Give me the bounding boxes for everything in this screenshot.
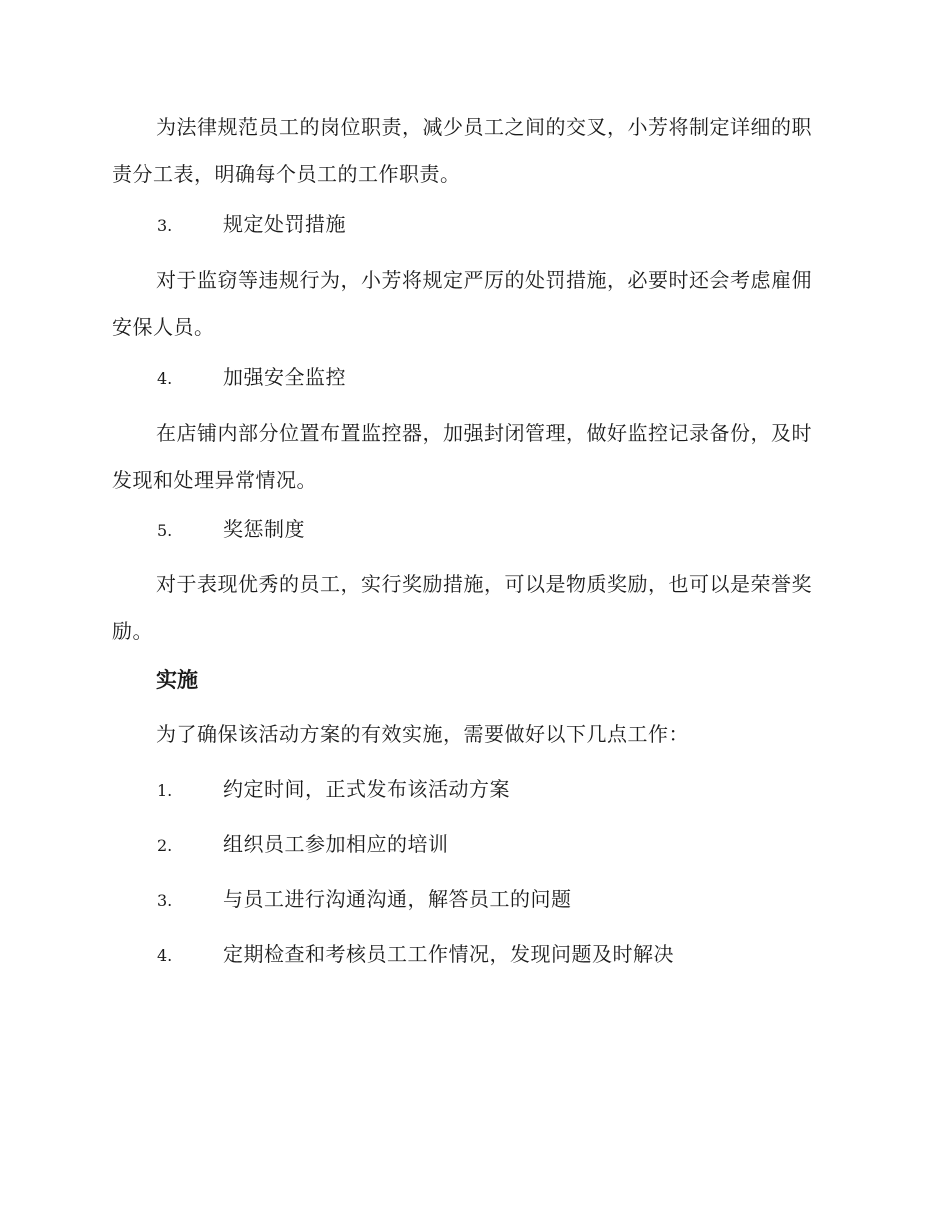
list-item-text: 与员工进行沟通沟通，解答员工的问题 [223, 887, 572, 911]
section-heading-implementation: 实施 [156, 668, 198, 692]
list-item-step-1 [157, 774, 837, 804]
paragraph-duty-division: 为法律规范员工的岗位职责，减少员工之间的交叉，小芳将制定详细的职责分工表，明确每个员工的工作职责。 [112, 115, 812, 186]
paragraph-reward-punishment: 对于表现优秀的员工，实行奖励措施，可以是物质奖励，也可以是荣誉奖励。 [112, 572, 812, 643]
list-item-step-4 [157, 939, 837, 969]
list-number: 2. [157, 836, 173, 855]
list-item-text: 定期检查和考核员工工作情况，发现问题及时解决 [223, 942, 674, 966]
list-item-title: 加强安全监控 [223, 365, 346, 389]
paragraph-punishment: 对于监窃等违规行为，小芳将规定严厉的处罚措施，必要时还会考虑雇佣安保人员。 [112, 268, 812, 339]
list-item-title: 规定处罚措施 [223, 212, 346, 236]
list-number: 1. [157, 781, 173, 800]
list-number: 4. [157, 369, 173, 388]
list-item-step-2 [157, 829, 837, 859]
list-item-text: 组织员工参加相应的培训 [223, 832, 449, 856]
list-item-title: 奖惩制度 [223, 517, 305, 541]
list-number: 5. [157, 521, 173, 540]
list-number: 3. [157, 216, 173, 235]
list-item-reward-punishment [157, 514, 837, 544]
list-number: 4. [157, 946, 173, 965]
list-item-text: 约定时间，正式发布该活动方案 [223, 777, 510, 801]
list-item-step-3 [157, 884, 837, 914]
paragraph-security-monitoring: 在店铺内部分位置布置监控器，加强封闭管理，做好监控记录备份，及时发现和处理异常情况。 [112, 421, 812, 492]
list-number: 3. [157, 891, 173, 910]
list-item-security-monitoring [157, 362, 837, 392]
list-item-punishment [157, 209, 837, 239]
paragraph-implementation-intro: 为了确保该活动方案的有效实施，需要做好以下几点工作： [156, 722, 689, 746]
